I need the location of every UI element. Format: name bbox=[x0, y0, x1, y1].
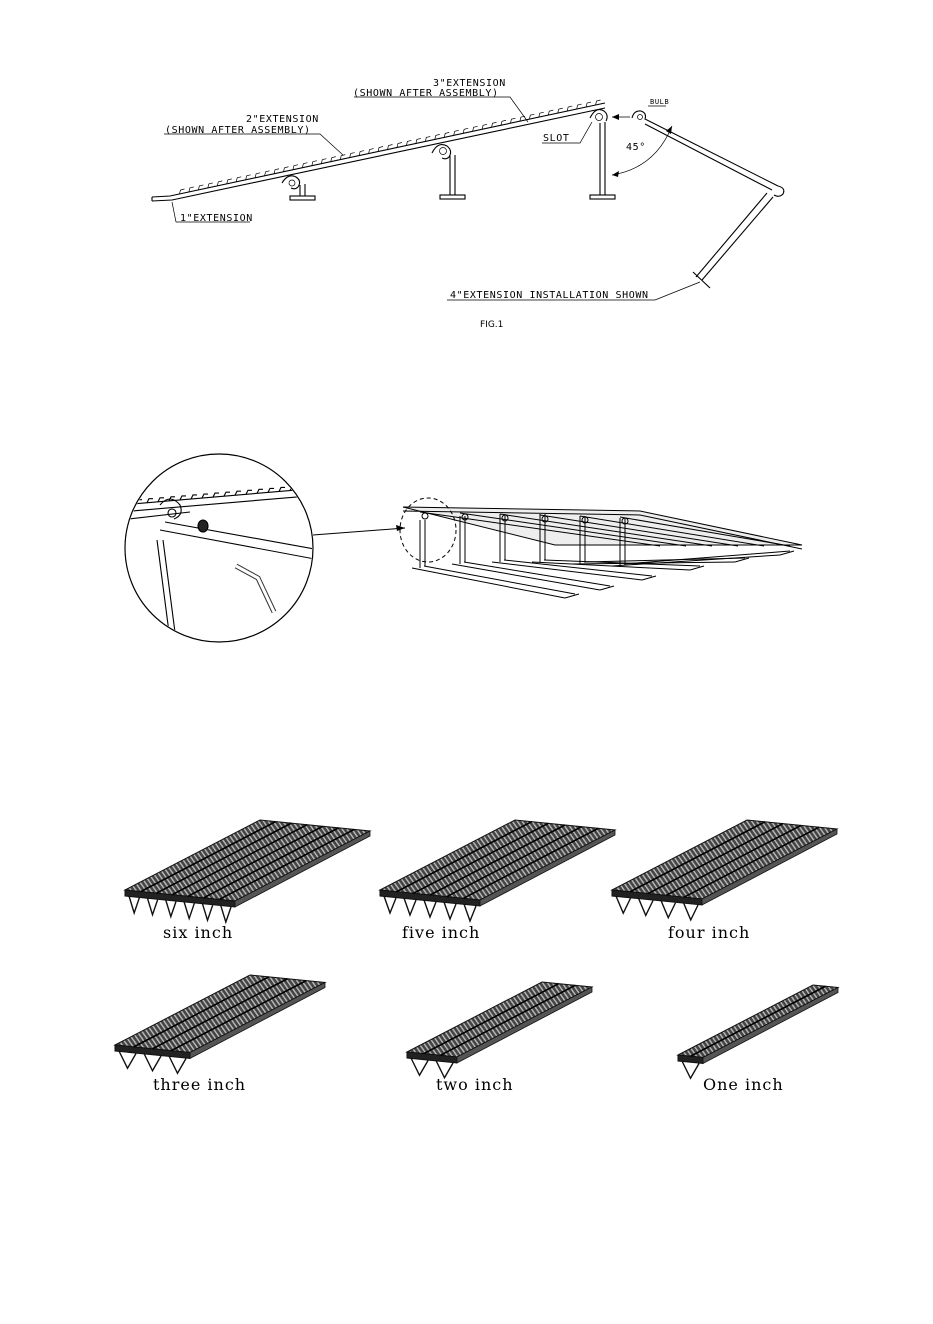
extension-three-inch-plate bbox=[115, 975, 325, 1073]
caption-two-inch: two inch bbox=[436, 1075, 514, 1094]
caption-three-inch: three inch bbox=[153, 1075, 247, 1094]
label-bulb: BULB bbox=[650, 98, 670, 106]
label-ext1: 1"EXTENSION bbox=[180, 213, 253, 224]
label-ext3-line1: 3"EXTENSION bbox=[433, 78, 506, 89]
label-ext2-line2: (SHOWN AFTER ASSEMBLY) bbox=[165, 125, 311, 136]
extension-five-inch-plate bbox=[380, 820, 615, 921]
caption-four-inch: four inch bbox=[668, 923, 751, 942]
label-slot: SLOT bbox=[543, 133, 570, 144]
caption-five-inch: five inch bbox=[402, 923, 481, 942]
extension-one-inch-plate bbox=[678, 985, 838, 1078]
label-angle: 45° bbox=[626, 142, 646, 153]
figure-caption: FIG.1 bbox=[480, 320, 504, 330]
label-ext3-line2: (SHOWN AFTER ASSEMBLY) bbox=[353, 88, 499, 99]
caption-one-inch: One inch bbox=[703, 1075, 784, 1094]
label-ext4: 4"EXTENSION INSTALLATION SHOWN bbox=[450, 290, 649, 301]
extension-six-inch-plate bbox=[125, 820, 370, 922]
extension-four-inch-plate bbox=[612, 820, 837, 920]
extension-two-inch-plate bbox=[407, 982, 592, 1078]
label-ext2-line1: 2"EXTENSION bbox=[246, 114, 319, 125]
caption-six-inch: six inch bbox=[163, 923, 234, 942]
